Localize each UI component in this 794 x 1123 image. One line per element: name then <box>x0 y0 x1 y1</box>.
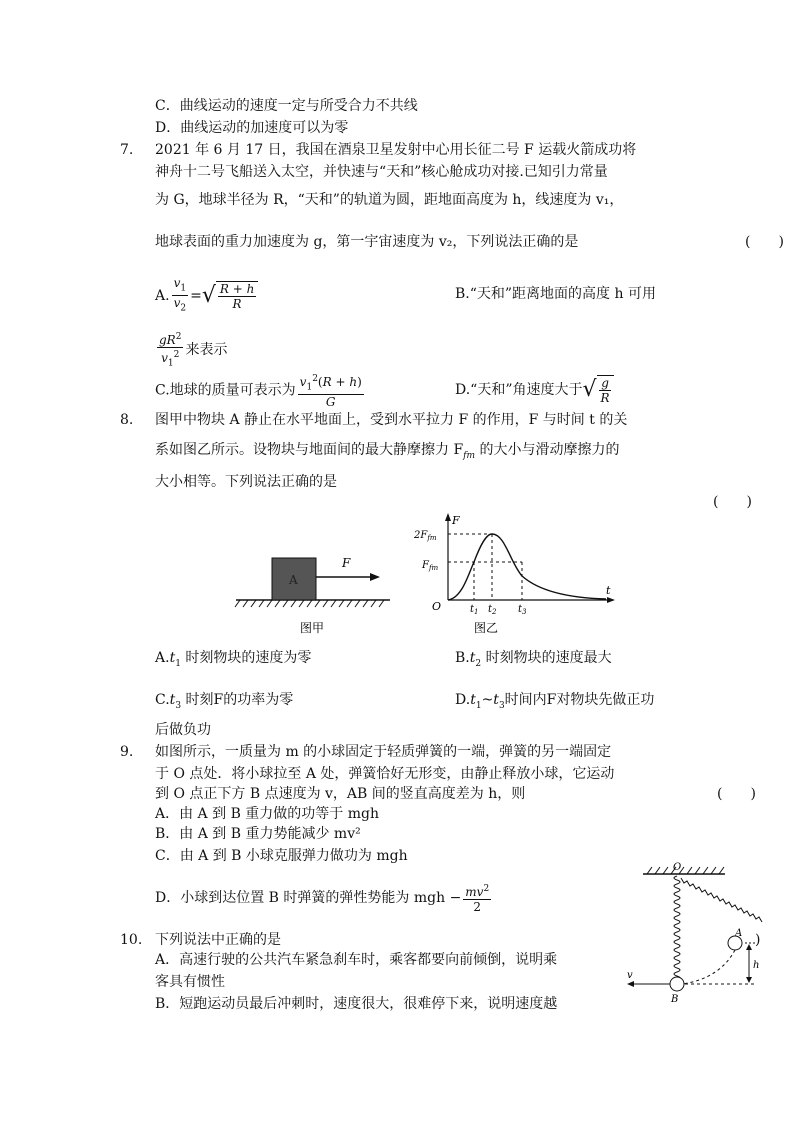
q8-stem-line2: 系如图乙所示。设物块与地面间的最大静摩擦力 $F_{fm}$ 的大小与滑动摩擦力的 <box>155 442 620 461</box>
q7-stem-line4: 地球表面的重力加速度为 g，第一宇宙速度为 v₂，下列说法正确的是 <box>155 234 579 250</box>
q7-option-b: B.“天和”距离地面的高度 h 可用 <box>455 286 656 302</box>
q10-option-b: B．短跑运动员最后冲刺时，速度很大，很难停下来，说明速度越 <box>155 996 558 1012</box>
q8-answer-paren: ( ) <box>713 494 752 510</box>
figure-yi-caption: 图乙 <box>474 621 499 635</box>
svg-text:O: O <box>432 600 442 613</box>
svg-text:2Ffm: $2F_{fm}$ <box>414 530 437 542</box>
svg-text:t2: $t_2$ <box>488 604 497 616</box>
q7-option-a: A. $\frac{v_1}{v_2}$ = √ $\frac{R + h}{R}$ <box>155 276 258 316</box>
svg-text:Ffm: $F_{fm}$ <box>422 560 439 572</box>
svg-text:t1: $t_1$ <box>470 604 479 616</box>
q9-stem-line3: 到 O 点正下方 B 点速度为 v，AB 间的竖直高度差为 h，则 <box>155 786 526 802</box>
svg-text:h: h <box>753 960 760 971</box>
q9-option-b: B．由 A 到 B 重力势能减少 mv² <box>155 826 361 842</box>
q9-option-a: A．由 A 到 B 重力做的功等于 mgh <box>155 806 380 822</box>
q10-stem: 下列说法中正确的是 <box>155 932 281 948</box>
q7-stem-line1: 2021 年 6 月 17 日，我国在酒泉卫星发射中心用长征二号 F 运载火箭成功将 <box>155 142 637 158</box>
q6-option-d: D．曲线运动的加速度可以为零 <box>155 120 349 136</box>
q7-stem-line2: 神舟十二号飞船送入太空，并快速与“天和”核心舱成功对接.已知引力常量 <box>155 164 608 180</box>
q9-stem-line1: 如图所示，一质量为 m 的小球固定于轻质弹簧的一端，弹簧的另一端固定 <box>155 744 612 760</box>
svg-text:O: O <box>673 862 682 873</box>
q9-answer-paren: ( ) <box>717 786 756 802</box>
q7-option-d: D.“天和”角速度大于 √ $\frac{g}{R}$ <box>455 372 614 408</box>
svg-text:A: A <box>289 573 298 587</box>
q8-option-c: $C.t_3$ 时刻F的功率为零 <box>155 692 294 711</box>
spring-figure <box>625 858 785 1008</box>
q7-option-b-formula: $\frac{gR^2}{v_1^2}$ 来表示 <box>159 332 228 369</box>
svg-text:F: F <box>452 514 460 527</box>
q8-stem-line1: 图甲中物块 A 静止在水平地面上，受到水平拉力 F 的作用，F 与时间 t 的关 <box>155 412 628 428</box>
q9-number: 9. <box>120 744 134 760</box>
q8-option-b: $B.t_2$ 时刻物块的速度最大 <box>455 650 612 669</box>
q8-option-d-cont: 后做负功 <box>155 722 211 738</box>
q7-number: 7. <box>120 142 134 158</box>
q9-option-d: D．小球到达位置 B 时弹簧的弹性势能为 mgh − $\frac{mv^2}{2}$ <box>155 884 490 914</box>
q10-number: 10. <box>120 932 143 948</box>
figure-yi <box>410 510 620 640</box>
q10-option-a-line2: 客具有惯性 <box>155 974 225 990</box>
q10-answer-paren: ) <box>755 932 761 948</box>
svg-text:A: A <box>735 928 743 939</box>
q7-option-c: C.地球的质量可表示为 $\frac{v_1^2(R + h)}{G}$ <box>155 374 362 410</box>
q8-number: 8. <box>120 412 134 428</box>
q7-answer-paren: ( ) <box>745 234 784 250</box>
svg-text:t: t <box>606 584 611 597</box>
svg-text:B: B <box>671 994 679 1005</box>
q9-stem-line2: 于 O 点处．将小球拉至 A 处，弹簧恰好无形变，由静止释放小球，它运动 <box>155 766 615 782</box>
q8-option-d: $D.t_1\sim t_3$时间内F对物块先做正功 <box>455 692 655 711</box>
q9-option-c: C．由 A 到 B 小球克服弹力做功为 mgh <box>155 848 408 864</box>
q6-option-c: C．曲线运动的速度一定与所受合力不共线 <box>155 98 418 114</box>
svg-text:t3: $t_3$ <box>518 604 527 616</box>
svg-text:F: F <box>342 556 351 570</box>
q8-option-a: $A.t_1$ 时刻物块的速度为零 <box>155 650 312 669</box>
figure-jia-caption: 图甲 <box>300 621 325 635</box>
q8-stem-line3: 大小相等。下列说法正确的是 <box>155 474 337 490</box>
q7-stem-line3: 为 G，地球半径为 R，“天和”的轨道为圆，距地面高度为 h，线速度为 v₁， <box>155 192 624 208</box>
svg-text:v: v <box>627 970 633 981</box>
figure-jia <box>232 540 392 640</box>
q10-option-a-line1: A．高速行驶的公共汽车紧急刹车时，乘客都要向前倾倒，说明乘 <box>155 952 558 968</box>
